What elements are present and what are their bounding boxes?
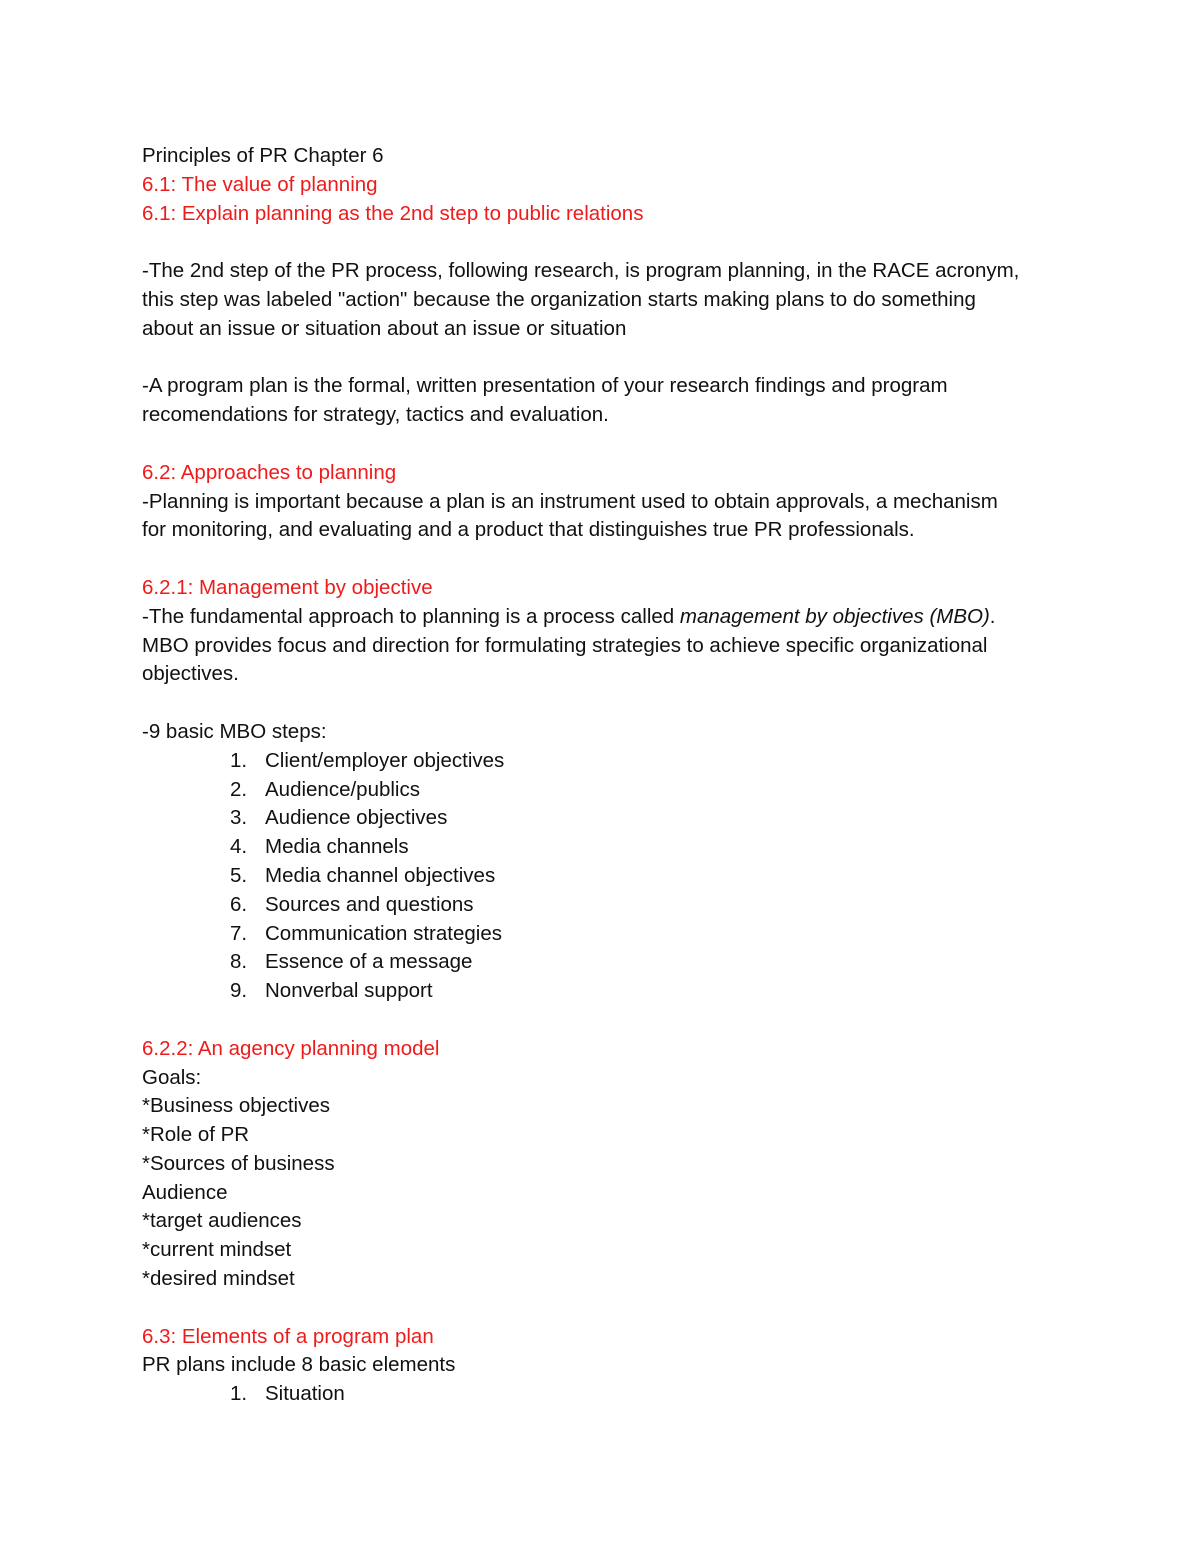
paragraph-line: -Planning is important because a plan is an instrument used to obtain approvals, a mechanism bbox=[142, 489, 998, 513]
list-number: 1. bbox=[230, 1382, 248, 1406]
paragraph-line: this step was labeled "action" because the organization starts making plans to do something bbox=[142, 287, 976, 311]
paragraph-line bbox=[142, 603, 1072, 632]
list-number: 7. bbox=[230, 921, 248, 945]
agency-model-line: *Sources of business bbox=[142, 1151, 335, 1175]
list-number: 8. bbox=[230, 950, 248, 974]
list-text: Essence of a message bbox=[265, 950, 473, 974]
paragraph-line: -The 2nd step of the PR process, following research, is program planning, in the RACE acronym, bbox=[142, 259, 1020, 283]
list-item bbox=[142, 891, 1072, 920]
paragraph-planning-importance bbox=[142, 488, 1072, 546]
agency-model-line: *current mindset bbox=[142, 1238, 292, 1262]
spacer bbox=[142, 430, 1072, 459]
list-item bbox=[142, 747, 1072, 776]
section-6-2-heading: 6.2: Approaches to planning bbox=[142, 460, 397, 484]
list-item bbox=[142, 862, 1072, 891]
list-text: Media channel objectives bbox=[265, 863, 496, 887]
paragraph-line: objectives. bbox=[142, 662, 239, 686]
emphasis-term: management by objectives (MBO) bbox=[679, 604, 990, 628]
list-text: Sources and questions bbox=[265, 892, 474, 916]
spacer bbox=[142, 228, 1072, 257]
agency-model-line: *desired mindset bbox=[142, 1267, 295, 1291]
spacer bbox=[142, 1294, 1072, 1323]
mbo-steps-intro: -9 basic MBO steps: bbox=[142, 719, 327, 743]
paragraph-mbo bbox=[142, 603, 1072, 689]
paragraph-line: recomendations for strategy, tactics and evaluation. bbox=[142, 403, 609, 427]
list-item bbox=[142, 776, 1072, 805]
agency-model-line: Goals: bbox=[142, 1065, 202, 1089]
list-text: Media channels bbox=[265, 835, 409, 859]
spacer bbox=[142, 689, 1072, 718]
list-number: 3. bbox=[230, 806, 248, 830]
list-text: Audience objectives bbox=[265, 806, 448, 830]
spacer bbox=[142, 1006, 1072, 1035]
paragraph-text: -The fundamental approach to planning is a process called bbox=[142, 604, 680, 628]
list-item bbox=[142, 948, 1072, 977]
spacer bbox=[142, 545, 1072, 574]
list-text: Communication strategies bbox=[265, 921, 502, 945]
paragraph-line: -A program plan is the formal, written presentation of your research findings and program bbox=[142, 374, 948, 398]
paragraph-race bbox=[142, 257, 1072, 343]
agency-model-line: Audience bbox=[142, 1180, 228, 1204]
section-6-3-heading: 6.3: Elements of a program plan bbox=[142, 1324, 434, 1348]
list-number: 4. bbox=[230, 835, 248, 859]
list-number: 5. bbox=[230, 863, 248, 887]
agency-model-list bbox=[142, 1064, 1072, 1294]
list-text: Nonverbal support bbox=[265, 979, 433, 1003]
list-text: Audience/publics bbox=[265, 777, 420, 801]
section-6-1-subheading: 6.1: Explain planning as the 2nd step to public relations bbox=[142, 201, 644, 225]
document-body bbox=[142, 142, 1072, 1409]
list-item bbox=[142, 804, 1072, 833]
document-title: Principles of PR Chapter 6 bbox=[142, 144, 384, 167]
list-item bbox=[142, 1380, 1072, 1409]
section-6-1-heading: 6.1: The value of planning bbox=[142, 172, 378, 196]
list-number: 9. bbox=[230, 979, 248, 1003]
mbo-steps-list bbox=[142, 747, 1072, 1006]
paragraph-program-plan bbox=[142, 372, 1072, 430]
paragraph-line: about an issue or situation about an issue or situation bbox=[142, 316, 627, 340]
spacer bbox=[142, 344, 1072, 373]
agency-model-line: *Role of PR bbox=[142, 1123, 250, 1147]
list-number: 6. bbox=[230, 892, 248, 916]
elements-list bbox=[142, 1380, 1072, 1409]
list-number: 2. bbox=[230, 777, 248, 801]
section-6-2-1-heading: 6.2.1: Management by objective bbox=[142, 575, 433, 599]
paragraph-text: . bbox=[989, 604, 996, 628]
list-item bbox=[142, 977, 1072, 1006]
section-6-2-2-heading: 6.2.2: An agency planning model bbox=[142, 1036, 440, 1060]
agency-model-line: *target audiences bbox=[142, 1209, 302, 1233]
paragraph-line: for monitoring, and evaluating and a product that distinguishes true PR professionals. bbox=[142, 518, 915, 542]
list-number: 1. bbox=[230, 748, 248, 772]
agency-model-line: *Business objectives bbox=[142, 1094, 331, 1118]
list-text: Client/employer objectives bbox=[265, 748, 505, 772]
list-text: Situation bbox=[265, 1382, 345, 1406]
list-item bbox=[142, 920, 1072, 949]
elements-intro: PR plans include 8 basic elements bbox=[142, 1353, 456, 1377]
list-item bbox=[142, 833, 1072, 862]
paragraph-line: MBO provides focus and direction for formulating strategies to achieve specific organizational bbox=[142, 633, 988, 657]
